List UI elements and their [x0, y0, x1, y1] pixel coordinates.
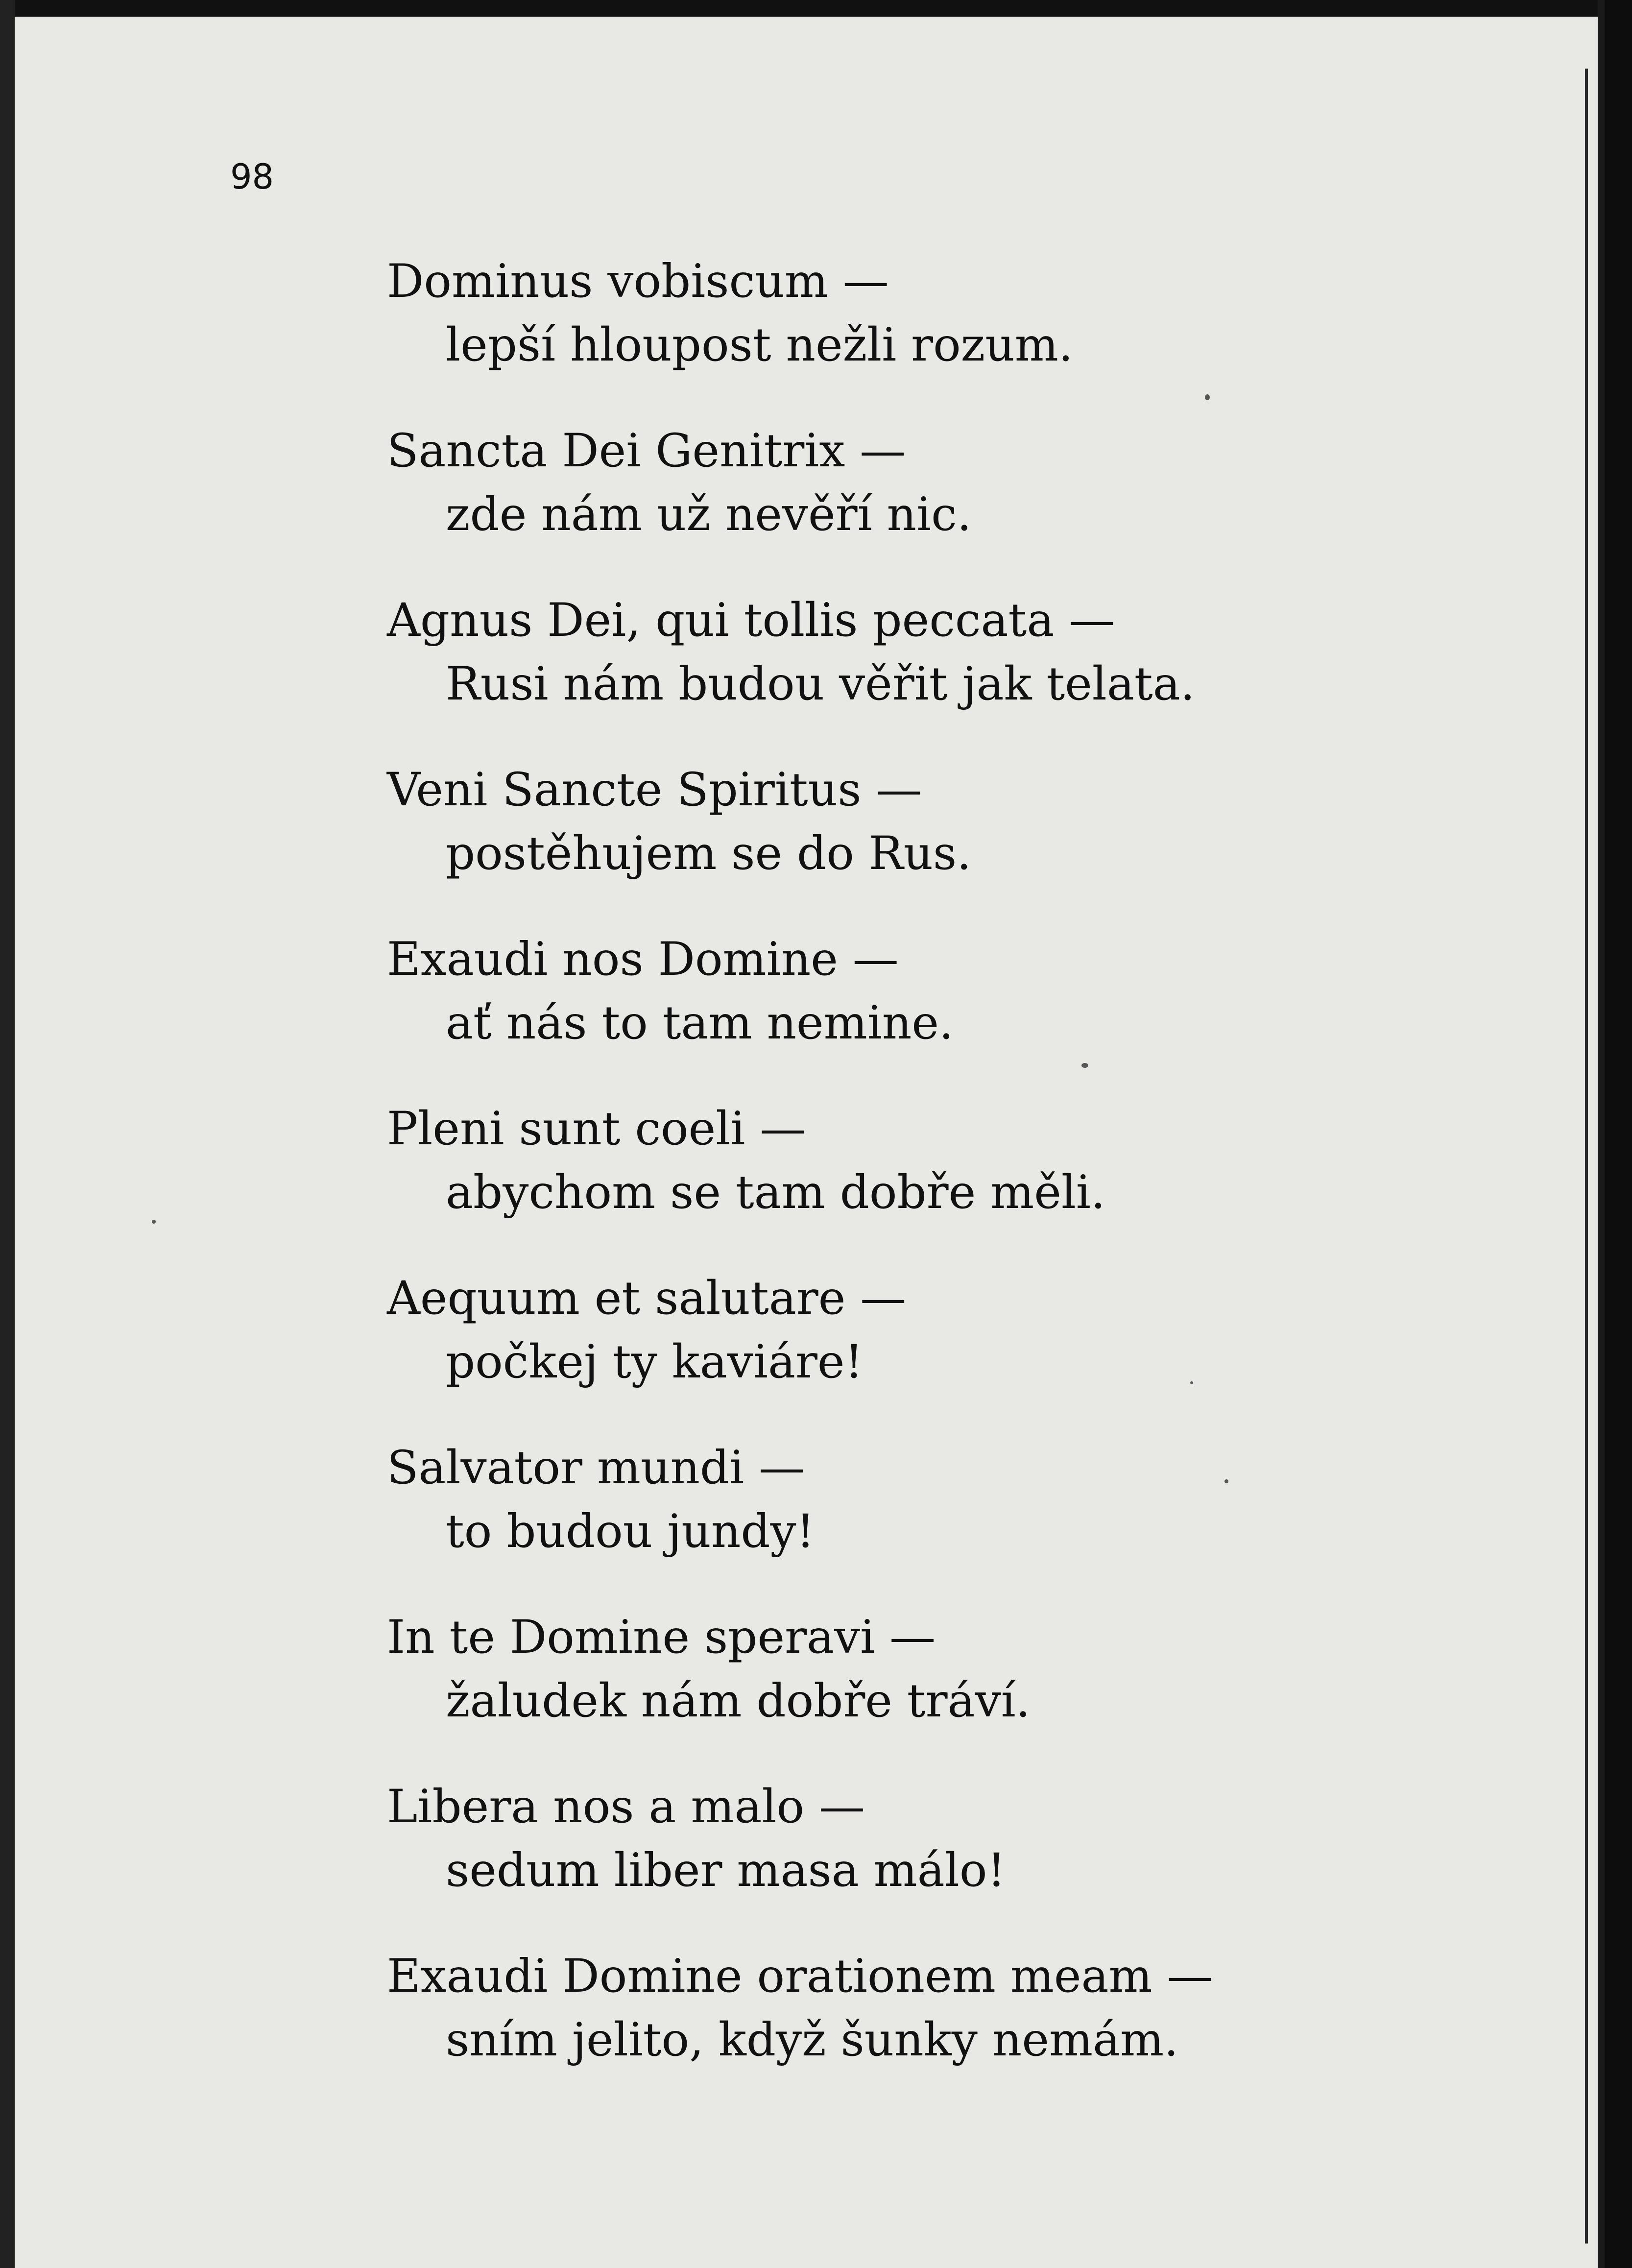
- poem-line-latin: Pleni sunt coeli —: [387, 1102, 806, 1156]
- scan-border-left: [0, 0, 15, 2268]
- poem-line-latin: Veni Sancte Spiritus —: [387, 763, 922, 817]
- poem-line-czech: to budou jundy!: [446, 1505, 815, 1558]
- poem-line-latin: Aequum et salutare —: [387, 1272, 907, 1325]
- poem-line-czech: žaludek nám dobře tráví.: [446, 1674, 1031, 1728]
- poem-line-latin: Libera nos a malo —: [387, 1780, 865, 1834]
- poem-line-latin: Sancta Dei Genitrix —: [387, 424, 906, 478]
- stanza: [387, 419, 1464, 547]
- poem-line-czech: lepší hloupost nežli rozum.: [446, 318, 1073, 372]
- poem-line-czech: sedum liber masa málo!: [446, 1844, 1006, 1897]
- stanza: [387, 589, 1464, 716]
- stanza: [387, 928, 1464, 1055]
- poem-line-czech: abychom se tam dobře měli.: [446, 1166, 1105, 1219]
- poem-line-czech: ať nás to tam nemine.: [446, 996, 954, 1050]
- page-number: 98: [230, 157, 274, 197]
- stanza: [387, 758, 1464, 886]
- scan-border-top: [0, 0, 1632, 17]
- poem: [387, 250, 1464, 2114]
- poem-line-czech: Rusi nám budou věřit jak telata.: [446, 657, 1195, 711]
- poem-line-latin: Dominus vobiscum —: [387, 255, 889, 308]
- stanza: [387, 1606, 1464, 1733]
- poem-line-czech: zde nám už nevěří nic.: [446, 488, 972, 541]
- poem-line-latin: Salvator mundi —: [387, 1441, 805, 1495]
- stanza: [387, 1775, 1464, 1903]
- poem-line-latin: Agnus Dei, qui tollis peccata —: [387, 594, 1115, 647]
- poem-line-latin: In te Domine speravi —: [387, 1611, 936, 1664]
- stanza: [387, 1097, 1464, 1225]
- page-edge: [1585, 69, 1588, 2244]
- poem-line-czech: sním jelito, když šunky nemám.: [446, 2013, 1179, 2067]
- stanza: [387, 250, 1464, 377]
- dust-speck: [152, 1220, 156, 1224]
- poem-line-czech: počkej ty kaviáre!: [446, 1335, 864, 1389]
- poem-line-latin: Exaudi Domine orationem meam —: [387, 1950, 1213, 2003]
- stanza: [387, 1945, 1464, 2072]
- scan-border-right: [1605, 0, 1632, 2268]
- stanza: [387, 1267, 1464, 1394]
- stanza: [387, 1436, 1464, 1564]
- poem-line-czech: postěhujem se do Rus.: [446, 827, 972, 880]
- poem-line-latin: Exaudi nos Domine —: [387, 933, 899, 986]
